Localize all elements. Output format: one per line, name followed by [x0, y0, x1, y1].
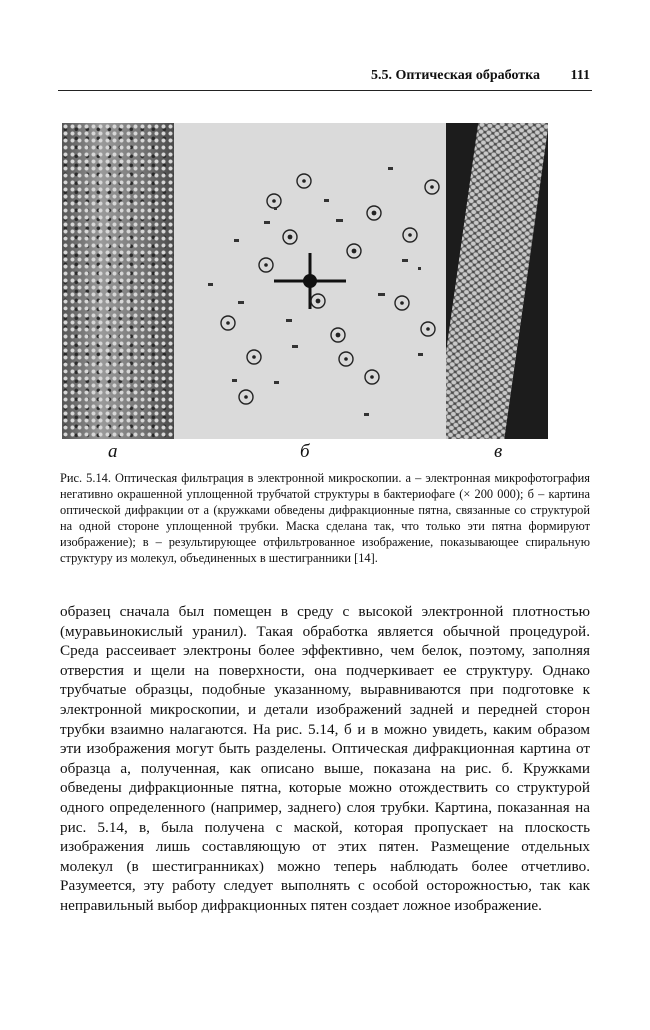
figure-5-14 [62, 123, 548, 462]
panel-label-a: а [108, 441, 118, 462]
helical-tube-texture [446, 123, 548, 439]
panel-label-b: б [300, 441, 310, 462]
body-paragraph [60, 602, 590, 916]
diffraction-pattern-drawing [174, 123, 446, 439]
running-header [58, 66, 592, 91]
paragraph-text: образец сначала был помещен в среду с высокой электронной плотностью (муравьинокислый уранил). Такая обработка является обычной процедурой. Среда рассеивает электроны более эффективно, чем белок, поэтому, заполняя отверстия и щели на поверхности, она подчеркивает ее структуру. Однако трубчатые образцы, подобные указанному, выравниваются при подготовке к электронной микроскопии, и детали изображений задней и передней сторон трубки взаимно налагаются. На рис. 5.14, б и в можно увидеть, каким образом эти изображения могут быть разделены. Оптическая дифракционная картина от образца а, полученная, как описано выше, показана на рис. б. Кружками обведены дифракционные пятна, которые можно отождествить со структурой одного определенного (например, заднего) слоя трубки. Картина, показанная на рис. 5.14, в, была получена с маской, которая пропускает на плоскость изображения лишь составляющую от этих пятен. Размещение отдельных молекул (в шестигранниках) можно теперь наблюдать более отчетливо. Разумеется, эту работу следует выполнять с особой осторожностью, так как неправильный выбор дифракционных пятен создает ложное изображение. [60, 603, 590, 914]
section-title: 5.5. Оптическая обработка [371, 68, 540, 83]
diffraction-pattern-image [174, 123, 446, 439]
filtered-image [446, 123, 548, 439]
electron-micrograph-image [62, 123, 174, 439]
figure-caption [60, 470, 590, 566]
caption-text: Рис. 5.14. Оптическая фильтрация в электронной микроскопии. а – электронная микрофотография негативно окрашенной уплощенной трубчатой структуры в бактериофаге (× 200 000); б – картина оптической дифракции от а (кружками обведены дифракционные пятна, связанные со структурой на одной стороне уплощенной трубки. Маска сделана так, что только эти пятна формируют изображение); в – результирующее отфильтрованное изображение, показывающее спиральную структуру из молекул, объединенных в шестигранники [14]. [60, 471, 590, 565]
page-number: 111 [570, 68, 590, 83]
panel-label-c: в [494, 441, 503, 462]
